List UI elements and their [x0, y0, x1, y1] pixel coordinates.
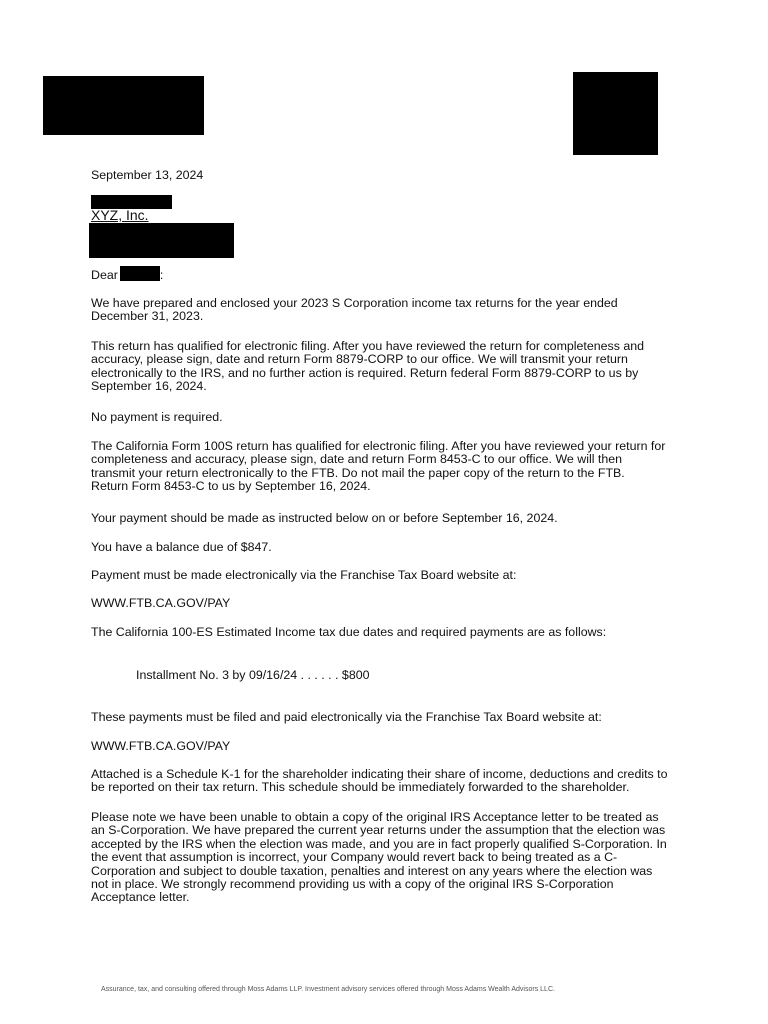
salutation-colon: : — [159, 268, 164, 282]
ftb-url-1: WWW.FTB.CA.GOV/PAY — [91, 596, 231, 610]
salutation-text: Dear — [91, 268, 118, 282]
paragraph-federal-efile: This return has qualified for electronic filing. After you have reviewed the return for completeness and accuracy, please sign, date and return Form 8879-CORP to our office. We will transmit your return electronically to the IRS, and no further action is required. Return federal Form 8879-CORP to us by September 16, 2024. — [91, 339, 645, 394]
paragraph-s-corp-election: Please note we have been unable to obtain a copy of the original IRS Acceptance letter to be treated as an S-Corporation. We have prepared the current year returns under the assumption that the election was accepted by the IRS when the election was made, and you are in fact properly qualified S-Corporation. In the event that assumption is incorrect, your Company would revert back to being treated as a C- Corporation and subject to double taxation, penalties and interest on any years where the election was not in place. We strongly recommend providing us with a copy of the original IRS S-Corporation Acceptance letter. — [91, 810, 667, 905]
paragraph-estimated-tax: The California 100-ES Estimated Income tax due dates and required payments are as follows: — [91, 625, 607, 639]
paragraph-electronic-payments: These payments must be filed and paid electronically via the Franchise Tax Board website at: — [91, 710, 602, 724]
paragraph-payment-instructions: Your payment should be made as instructed below on or before September 16, 2024. — [91, 511, 558, 525]
salutation — [91, 269, 163, 282]
redacted-corner-block — [573, 72, 658, 155]
paragraph-no-payment: No payment is required. — [91, 410, 223, 424]
footer-disclaimer: Assurance, tax, and consulting offered through Moss Adams LLP. Investment advisory services offered through Moss Adams Wealth Advisors LLC. — [101, 986, 555, 993]
ftb-url-2: WWW.FTB.CA.GOV/PAY — [91, 739, 231, 753]
paragraph-california-efile: The California Form 100S return has qualified for electronic filing. After you have reviewed your return for completeness and accuracy, please sign, date and return Form 8453-C to our office. We will then transmit your return electronically to the FTB. Do not mail the paper copy of the return to the FTB. Return Form 8453-C to us by September 16, 2024. — [91, 439, 666, 494]
redacted-address — [89, 223, 234, 258]
company-name: XYZ, Inc. — [91, 207, 149, 223]
paragraph-balance-due: You have a balance due of $847. — [91, 540, 272, 554]
paragraph-schedule-k1: Attached is a Schedule K-1 for the shareholder indicating their share of income, deductions and credits to be reported on their tax return. This schedule should be immediately forwarded to the shareholder. — [91, 767, 668, 795]
letter-date: September 13, 2024 — [91, 168, 204, 182]
installment-line: Installment No. 3 by 09/16/24 . . . . . . $800 — [136, 668, 370, 682]
paragraph-payment-method: Payment must be made electronically via the Franchise Tax Board website at: — [91, 568, 517, 582]
redacted-logo — [43, 76, 204, 135]
paragraph-intro: We have prepared and enclosed your 2023 S Corporation income tax returns for the year ended December 31, 2023. — [91, 296, 618, 324]
